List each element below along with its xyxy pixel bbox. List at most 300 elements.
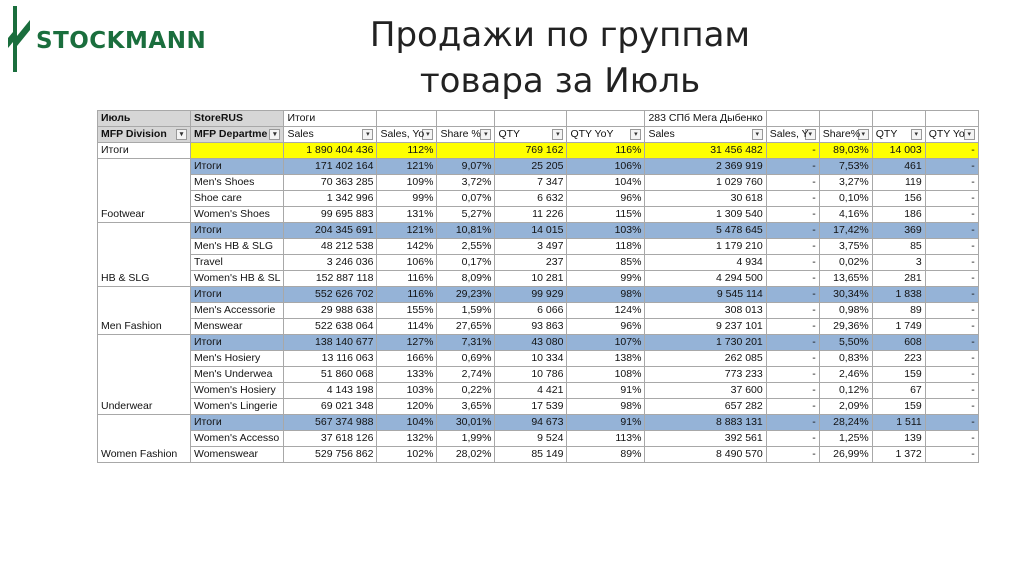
value-cell: 2,74%	[437, 367, 495, 383]
value-cell: 118%	[567, 239, 645, 255]
value-cell: 8 883 131	[645, 415, 766, 431]
value-cell: 98%	[567, 399, 645, 415]
value-cell: 392 561	[645, 431, 766, 447]
department-label: Итоги	[191, 287, 284, 303]
value-cell: 119	[872, 175, 925, 191]
header-filter-cell	[766, 111, 819, 127]
total-value: 116%	[567, 143, 645, 159]
total-value: -	[925, 143, 978, 159]
department-label: Men's Accessorie	[191, 303, 284, 319]
value-cell: 124%	[567, 303, 645, 319]
value-cell: 1,59%	[437, 303, 495, 319]
filter-dropdown-icon[interactable]: ▾	[176, 129, 187, 140]
column-header[interactable]	[191, 127, 284, 143]
value-cell: 17,42%	[819, 223, 872, 239]
value-cell: 115%	[567, 207, 645, 223]
value-cell: 14 015	[495, 223, 567, 239]
group-total-row	[98, 415, 979, 431]
value-cell: 171 402 164	[284, 159, 377, 175]
value-cell: 17 539	[495, 399, 567, 415]
value-cell: -	[766, 191, 819, 207]
total-value: -	[766, 143, 819, 159]
value-cell: 9,07%	[437, 159, 495, 175]
value-cell: 85	[872, 239, 925, 255]
value-cell: -	[925, 287, 978, 303]
value-cell: 4 934	[645, 255, 766, 271]
total-value	[437, 143, 495, 159]
value-cell: -	[925, 207, 978, 223]
value-cell: 120%	[377, 399, 437, 415]
total-label: Итоги	[98, 143, 191, 159]
total-value: 89,03%	[819, 143, 872, 159]
column-header-label: MFP Division	[101, 128, 167, 140]
value-cell: 3 246 036	[284, 255, 377, 271]
value-cell: -	[925, 159, 978, 175]
column-header[interactable]	[284, 127, 377, 143]
column-header[interactable]	[872, 127, 925, 143]
filter-dropdown-icon[interactable]: ▾	[858, 129, 869, 140]
value-cell: 552 626 702	[284, 287, 377, 303]
filter-dropdown-icon[interactable]: ▾	[480, 129, 491, 140]
value-cell: -	[766, 223, 819, 239]
value-cell: -	[925, 399, 978, 415]
table-row	[98, 239, 979, 255]
value-cell: 0,98%	[819, 303, 872, 319]
value-cell: 121%	[377, 159, 437, 175]
value-cell: -	[925, 255, 978, 271]
value-cell: 2,55%	[437, 239, 495, 255]
value-cell: 132%	[377, 431, 437, 447]
value-cell: 94 673	[495, 415, 567, 431]
department-label: Итоги	[191, 159, 284, 175]
value-cell: 114%	[377, 319, 437, 335]
division-label: HB & SLG	[98, 223, 191, 287]
table-row	[98, 447, 979, 463]
value-cell: 7,31%	[437, 335, 495, 351]
department-label: Women's Shoes	[191, 207, 284, 223]
value-cell: 3	[872, 255, 925, 271]
value-cell: 155%	[377, 303, 437, 319]
value-cell: 10 334	[495, 351, 567, 367]
header-filter-cell	[495, 111, 567, 127]
value-cell: 108%	[567, 367, 645, 383]
filter-dropdown-icon[interactable]: ▾	[269, 129, 280, 140]
value-cell: -	[766, 367, 819, 383]
value-cell: -	[766, 319, 819, 335]
value-cell: -	[766, 207, 819, 223]
table-row	[98, 271, 979, 287]
title-line-2: товара за Июль	[419, 61, 701, 101]
value-cell: 89%	[567, 447, 645, 463]
value-cell: -	[925, 191, 978, 207]
value-cell: 10,81%	[437, 223, 495, 239]
value-cell: -	[925, 239, 978, 255]
value-cell: 37 618 126	[284, 431, 377, 447]
column-header[interactable]	[925, 127, 978, 143]
column-header-label: QTY Yo	[928, 128, 965, 140]
value-cell: 51 860 068	[284, 367, 377, 383]
value-cell: 138%	[567, 351, 645, 367]
value-cell: 116%	[377, 287, 437, 303]
value-cell: 127%	[377, 335, 437, 351]
value-cell: 96%	[567, 191, 645, 207]
value-cell: 156	[872, 191, 925, 207]
department-label: Men's HB & SLG	[191, 239, 284, 255]
total-value: 112%	[377, 143, 437, 159]
page-title	[300, 12, 820, 104]
value-cell: 773 233	[645, 367, 766, 383]
value-cell: 1 372	[872, 447, 925, 463]
division-label: Women Fashion	[98, 415, 191, 463]
value-cell: 106%	[377, 255, 437, 271]
table-row	[98, 383, 979, 399]
value-cell: -	[925, 271, 978, 287]
value-cell: 99%	[567, 271, 645, 287]
value-cell: -	[766, 447, 819, 463]
column-header[interactable]	[98, 127, 191, 143]
value-cell: 30 618	[645, 191, 766, 207]
value-cell: -	[766, 175, 819, 191]
department-label: Men's Shoes	[191, 175, 284, 191]
total-value: 1 890 404 436	[284, 143, 377, 159]
value-cell: 0,10%	[819, 191, 872, 207]
value-cell: -	[766, 255, 819, 271]
value-cell: 91%	[567, 415, 645, 431]
header-filter-cell	[819, 111, 872, 127]
filter-dropdown-icon[interactable]: ▾	[964, 129, 975, 140]
value-cell: 0,83%	[819, 351, 872, 367]
department-label: Women's Hosiery	[191, 383, 284, 399]
value-cell: 10 281	[495, 271, 567, 287]
filter-dropdown-icon[interactable]: ▾	[362, 129, 373, 140]
department-label: Womenswear	[191, 447, 284, 463]
filter-dropdown-icon[interactable]: ▾	[805, 129, 816, 140]
group-total-row	[98, 159, 979, 175]
value-cell: 43 080	[495, 335, 567, 351]
value-cell: -	[766, 335, 819, 351]
column-header-label: Sales	[648, 128, 675, 140]
value-cell: 5 478 645	[645, 223, 766, 239]
value-cell: 1 838	[872, 287, 925, 303]
value-cell: 461	[872, 159, 925, 175]
column-header[interactable]	[819, 127, 872, 143]
value-cell: 1 730 201	[645, 335, 766, 351]
header-row-filters	[98, 111, 979, 127]
value-cell: 0,69%	[437, 351, 495, 367]
value-cell: 1,99%	[437, 431, 495, 447]
value-cell: 1 511	[872, 415, 925, 431]
header-filter-cell	[437, 111, 495, 127]
value-cell: 102%	[377, 447, 437, 463]
department-label: Men's Underwea	[191, 367, 284, 383]
department-label: Итоги	[191, 335, 284, 351]
value-cell: 1 749	[872, 319, 925, 335]
division-label: Underwear	[98, 335, 191, 415]
value-cell: -	[766, 351, 819, 367]
header-filter-cell	[872, 111, 925, 127]
value-cell: 3,65%	[437, 399, 495, 415]
value-cell: 4,16%	[819, 207, 872, 223]
grand-total-row	[98, 143, 979, 159]
total-value: 14 003	[872, 143, 925, 159]
value-cell: 104%	[567, 175, 645, 191]
value-cell: -	[766, 431, 819, 447]
value-cell: 25 205	[495, 159, 567, 175]
value-cell: 89	[872, 303, 925, 319]
value-cell: 26,99%	[819, 447, 872, 463]
department-label: Итоги	[191, 223, 284, 239]
value-cell: 85%	[567, 255, 645, 271]
value-cell: 29 988 638	[284, 303, 377, 319]
group-total-row	[98, 223, 979, 239]
value-cell: 657 282	[645, 399, 766, 415]
value-cell: 567 374 988	[284, 415, 377, 431]
value-cell: 91%	[567, 383, 645, 399]
table-row	[98, 191, 979, 207]
value-cell: 67	[872, 383, 925, 399]
value-cell: 1 309 540	[645, 207, 766, 223]
value-cell: 109%	[377, 175, 437, 191]
value-cell: 0,17%	[437, 255, 495, 271]
group-total-row	[98, 335, 979, 351]
value-cell: 159	[872, 399, 925, 415]
total-value: 769 162	[495, 143, 567, 159]
value-cell: 4 143 198	[284, 383, 377, 399]
column-header-label: Share%	[822, 128, 861, 140]
value-cell: 186	[872, 207, 925, 223]
value-cell: 0,12%	[819, 383, 872, 399]
value-cell: 529 756 862	[284, 447, 377, 463]
value-cell: 5,27%	[437, 207, 495, 223]
value-cell: 98%	[567, 287, 645, 303]
value-cell: 70 363 285	[284, 175, 377, 191]
column-header[interactable]	[567, 127, 645, 143]
value-cell: 2,46%	[819, 367, 872, 383]
value-cell: 29,23%	[437, 287, 495, 303]
department-label: Travel	[191, 255, 284, 271]
value-cell: 27,65%	[437, 319, 495, 335]
value-cell: 93 863	[495, 319, 567, 335]
header-filter-cell: Июль	[98, 111, 191, 127]
value-cell: 0,02%	[819, 255, 872, 271]
value-cell: -	[766, 415, 819, 431]
value-cell: 522 638 064	[284, 319, 377, 335]
value-cell: 1 342 996	[284, 191, 377, 207]
column-header-label: Share %	[440, 128, 481, 140]
stockmann-logo	[8, 6, 206, 72]
table-row	[98, 367, 979, 383]
value-cell: 28,24%	[819, 415, 872, 431]
value-cell: 138 140 677	[284, 335, 377, 351]
department-label: Women's Accesso	[191, 431, 284, 447]
value-cell: 3,27%	[819, 175, 872, 191]
table-row	[98, 303, 979, 319]
column-header[interactable]	[437, 127, 495, 143]
value-cell: 11 226	[495, 207, 567, 223]
value-cell: 99 695 883	[284, 207, 377, 223]
value-cell: 9 524	[495, 431, 567, 447]
table-row	[98, 319, 979, 335]
value-cell: 1,25%	[819, 431, 872, 447]
value-cell: 166%	[377, 351, 437, 367]
value-cell: 3,72%	[437, 175, 495, 191]
value-cell: 13 116 063	[284, 351, 377, 367]
division-label: Men Fashion	[98, 287, 191, 335]
filter-dropdown-icon[interactable]: ▾	[552, 129, 563, 140]
value-cell: -	[925, 319, 978, 335]
value-cell: 8 490 570	[645, 447, 766, 463]
filter-dropdown-icon[interactable]: ▾	[630, 129, 641, 140]
value-cell: -	[925, 303, 978, 319]
value-cell: 3 497	[495, 239, 567, 255]
value-cell: 103%	[567, 223, 645, 239]
department-label: Men's Hosiery	[191, 351, 284, 367]
value-cell: 28,02%	[437, 447, 495, 463]
total-dept-cell	[191, 143, 284, 159]
value-cell: 103%	[377, 383, 437, 399]
column-header[interactable]	[766, 127, 819, 143]
value-cell: 608	[872, 335, 925, 351]
value-cell: -	[925, 415, 978, 431]
value-cell: -	[766, 159, 819, 175]
value-cell: 30,01%	[437, 415, 495, 431]
column-header-label: MFP Departme	[194, 128, 268, 140]
table-row	[98, 255, 979, 271]
value-cell: -	[925, 175, 978, 191]
value-cell: 4 294 500	[645, 271, 766, 287]
table-row	[98, 351, 979, 367]
filter-dropdown-icon[interactable]: ▾	[422, 129, 433, 140]
value-cell: -	[925, 447, 978, 463]
value-cell: 96%	[567, 319, 645, 335]
value-cell: 6 066	[495, 303, 567, 319]
value-cell: 204 345 691	[284, 223, 377, 239]
value-cell: -	[925, 431, 978, 447]
department-label: Women's Lingerie	[191, 399, 284, 415]
value-cell: -	[925, 335, 978, 351]
value-cell: 133%	[377, 367, 437, 383]
value-cell: 30,34%	[819, 287, 872, 303]
group-total-row	[98, 287, 979, 303]
value-cell: 116%	[377, 271, 437, 287]
value-cell: 37 600	[645, 383, 766, 399]
value-cell: 3,75%	[819, 239, 872, 255]
value-cell: 107%	[567, 335, 645, 351]
table-row	[98, 207, 979, 223]
title-line-1: Продажи по группам	[369, 15, 751, 55]
value-cell: 237	[495, 255, 567, 271]
header-filter-cell: 283 СПб Мега Дыбенко	[645, 111, 766, 127]
value-cell: 0,07%	[437, 191, 495, 207]
department-label: Итоги	[191, 415, 284, 431]
value-cell: 6 632	[495, 191, 567, 207]
department-label: Women's HB & SL	[191, 271, 284, 287]
value-cell: -	[766, 383, 819, 399]
header-filter-cell	[567, 111, 645, 127]
value-cell: 48 212 538	[284, 239, 377, 255]
value-cell: 1 179 210	[645, 239, 766, 255]
value-cell: 142%	[377, 239, 437, 255]
value-cell: 8,09%	[437, 271, 495, 287]
value-cell: -	[766, 399, 819, 415]
table-row	[98, 175, 979, 191]
value-cell: 223	[872, 351, 925, 367]
value-cell: 13,65%	[819, 271, 872, 287]
value-cell: 152 887 118	[284, 271, 377, 287]
value-cell: 121%	[377, 223, 437, 239]
department-label: Shoe care	[191, 191, 284, 207]
value-cell: 9 545 114	[645, 287, 766, 303]
value-cell: 159	[872, 367, 925, 383]
value-cell: 308 013	[645, 303, 766, 319]
value-cell: 113%	[567, 431, 645, 447]
value-cell: 7 347	[495, 175, 567, 191]
column-header-label: QTY	[875, 128, 898, 140]
column-header[interactable]	[377, 127, 437, 143]
value-cell: 85 149	[495, 447, 567, 463]
column-header-label: Sales, Yo	[380, 128, 425, 140]
value-cell: 7,53%	[819, 159, 872, 175]
filter-dropdown-icon[interactable]: ▾	[752, 129, 763, 140]
value-cell: 1 029 760	[645, 175, 766, 191]
header-filter-cell	[377, 111, 437, 127]
value-cell: 2,09%	[819, 399, 872, 415]
column-header-label: QTY YoY	[570, 128, 614, 140]
value-cell: 29,36%	[819, 319, 872, 335]
value-cell: 10 786	[495, 367, 567, 383]
value-cell: -	[925, 367, 978, 383]
value-cell: 5,50%	[819, 335, 872, 351]
value-cell: 4 421	[495, 383, 567, 399]
division-label: Footwear	[98, 159, 191, 223]
value-cell: -	[766, 239, 819, 255]
value-cell: -	[766, 287, 819, 303]
value-cell: 69 021 348	[284, 399, 377, 415]
header-filter-cell	[925, 111, 978, 127]
sales-table	[97, 110, 979, 463]
logo-text: STOCKMANN	[36, 28, 207, 54]
value-cell: 104%	[377, 415, 437, 431]
value-cell: 139	[872, 431, 925, 447]
value-cell: -	[925, 223, 978, 239]
value-cell: 2 369 919	[645, 159, 766, 175]
value-cell: -	[925, 383, 978, 399]
column-header-label: Sales, Y	[769, 128, 809, 140]
column-header-label: QTY	[498, 128, 521, 140]
column-header[interactable]	[645, 127, 766, 143]
column-header-label: Sales	[287, 128, 314, 140]
value-cell: 369	[872, 223, 925, 239]
value-cell: 9 237 101	[645, 319, 766, 335]
total-value: 31 456 482	[645, 143, 766, 159]
header-filter-cell: Итоги	[284, 111, 377, 127]
table-row	[98, 431, 979, 447]
value-cell: 106%	[567, 159, 645, 175]
value-cell: 131%	[377, 207, 437, 223]
table-row	[98, 399, 979, 415]
column-header[interactable]	[495, 127, 567, 143]
value-cell: -	[766, 303, 819, 319]
stockmann-s-icon	[8, 6, 34, 72]
value-cell: 99%	[377, 191, 437, 207]
value-cell: -	[925, 351, 978, 367]
filter-dropdown-icon[interactable]: ▾	[911, 129, 922, 140]
value-cell: -	[766, 271, 819, 287]
value-cell: 99 929	[495, 287, 567, 303]
header-filter-cell: StoreRUS	[191, 111, 284, 127]
value-cell: 262 085	[645, 351, 766, 367]
header-row-columns	[98, 127, 979, 143]
